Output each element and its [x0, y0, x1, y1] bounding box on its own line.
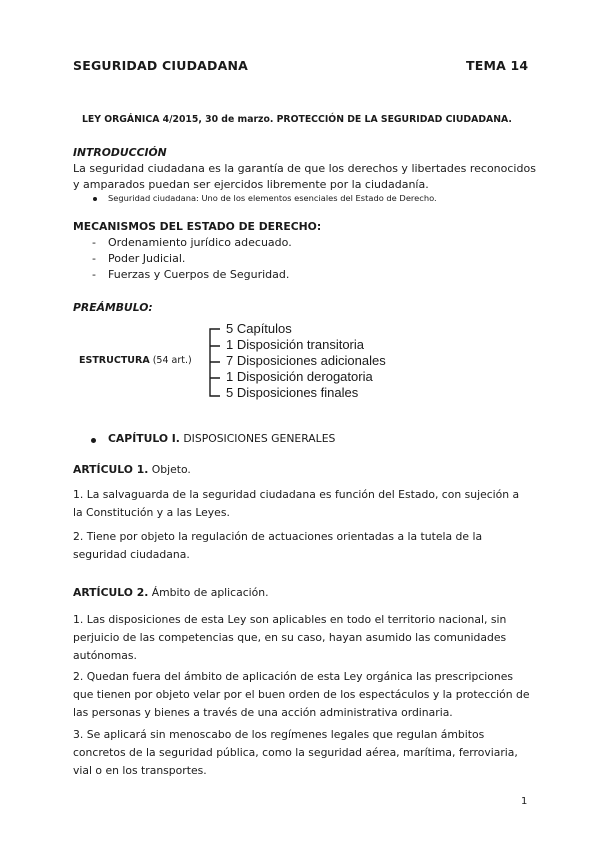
- article-1-title: Objeto.: [151, 463, 191, 476]
- article-2-label: ARTÍCULO 2.: [73, 586, 149, 599]
- structure-item: 1 Disposición derogatoria: [226, 369, 373, 384]
- structure-item: 5 Capítulos: [226, 321, 292, 336]
- article-2-paragraph-1: 1. Las disposiciones de esta Ley son aplicables en todo el territorio nacional, sin perjuicio de las competencias que, en su caso, hayan asumido las comunidades autónomas.: [73, 613, 507, 662]
- structure-item: 7 Disposiciones adicionales: [226, 353, 386, 368]
- chapter-label: CAPÍTULO I.: [108, 432, 180, 445]
- mechanism-item: Fuerzas y Cuerpos de Seguridad.: [108, 268, 290, 281]
- dash-icon: -: [92, 268, 96, 281]
- article-1-paragraph-1: 1. La salvaguarda de la seguridad ciudadana es función del Estado, con sujeción a la Constitución y a las Leyes.: [73, 488, 520, 519]
- bullet-icon: [91, 438, 96, 443]
- intro-line-2: y amparados puedan ser ejercidos libremente por la ciudadanía.: [73, 178, 429, 191]
- article-1-label: ARTÍCULO 1.: [73, 463, 149, 476]
- article-2-paragraph-3: 3. Se aplicará sin menoscabo de los regímenes legales que regulan ámbitos concretos de la seguridad pública, como la seguridad aérea, marítima, ferroviaria, vial o en los transportes.: [73, 728, 518, 777]
- article-1-heading: [73, 463, 191, 476]
- page-number: 1: [521, 796, 528, 807]
- mechanism-item: Poder Judicial.: [108, 252, 186, 265]
- structure-item: 1 Disposición transitoria: [226, 337, 365, 352]
- intro-heading: INTRODUCCIÓN: [73, 146, 167, 159]
- dash-icon: -: [92, 236, 96, 249]
- dash-icon: -: [92, 252, 96, 265]
- article-2-heading: [73, 586, 269, 599]
- header-title: SEGURIDAD CIUDADANA: [73, 58, 249, 73]
- article-1-paragraph-2: 2. Tiene por objeto la regulación de actuaciones orientadas a la tutela de la seguridad ciudadana.: [73, 530, 483, 561]
- article-2-paragraph-2: 2. Quedan fuera del ámbito de aplicación de esta Ley orgánica las prescripciones que tienen por objeto velar por el buen orden de los espectáculos y la protección de las personas y bienes a través de una acción administrativa ordinaria.: [73, 670, 530, 719]
- mechanisms-heading: MECANISMOS DEL ESTADO DE DERECHO:: [73, 220, 322, 233]
- intro-bullet: Seguridad ciudadana: Uno de los elementos esenciales del Estado de Derecho.: [108, 193, 437, 203]
- article-2-title: Ámbito de aplicación.: [151, 586, 269, 599]
- mechanism-item: Ordenamiento jurídico adecuado.: [108, 236, 292, 249]
- chapter-line: [108, 432, 335, 445]
- structure-label-text: ESTRUCTURA: [79, 355, 150, 366]
- law-title: LEY ORGÁNICA 4/2015, 30 de marzo. PROTECCIÓN DE LA SEGURIDAD CIUDADANA.: [82, 114, 512, 125]
- header-topic: TEMA 14: [466, 58, 529, 73]
- structure-label: [79, 355, 192, 366]
- preamble-heading: PREÁMBULO:: [73, 301, 153, 314]
- chapter-title: DISPOSICIONES GENERALES: [183, 432, 336, 445]
- structure-item: 5 Disposiciones finales: [226, 385, 359, 400]
- bullet-icon: [93, 197, 97, 201]
- structure-count: (54 art.): [152, 355, 192, 366]
- intro-line-1: La seguridad ciudadana es la garantía de que los derechos y libertades reconocidos: [73, 162, 536, 175]
